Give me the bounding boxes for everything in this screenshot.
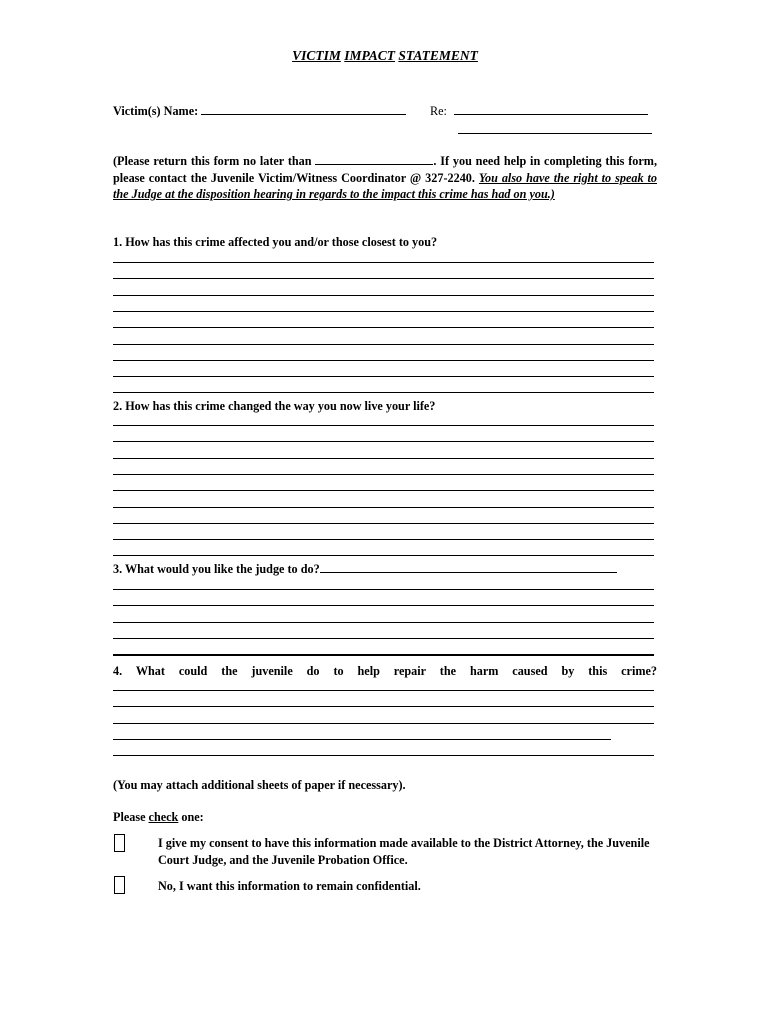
answer-line[interactable] bbox=[113, 638, 654, 639]
victim-name-label: Victim(s) Name: bbox=[113, 104, 199, 118]
re-label: Re: bbox=[430, 104, 447, 118]
form-title bbox=[0, 48, 770, 64]
answer-line[interactable] bbox=[113, 589, 654, 590]
question-3-inline-field[interactable] bbox=[320, 562, 617, 573]
answer-line[interactable] bbox=[113, 723, 654, 724]
re-row bbox=[430, 104, 648, 119]
check-prefix: Please bbox=[113, 810, 149, 824]
title-word-victim: VICTIM bbox=[292, 48, 341, 63]
answer-line[interactable] bbox=[113, 441, 654, 442]
answer-line[interactable] bbox=[113, 360, 654, 361]
question-3 bbox=[113, 562, 657, 577]
answer-line[interactable] bbox=[113, 295, 654, 296]
answer-line[interactable] bbox=[113, 327, 654, 328]
answer-line[interactable] bbox=[113, 523, 654, 524]
question-2: 2. How has this crime changed the way you now live your life? bbox=[113, 399, 436, 413]
instructions-part2: . If you need help in completing this form, please contact the Juvenile Victim/Witness Coordinator @ 327-2240. bbox=[113, 154, 657, 185]
answer-line[interactable] bbox=[113, 622, 654, 623]
answer-line[interactable] bbox=[113, 262, 654, 263]
answer-line[interactable] bbox=[113, 376, 654, 377]
re-field-1[interactable] bbox=[454, 104, 648, 115]
attach-note: (You may attach additional sheets of paper if necessary). bbox=[113, 778, 406, 792]
victim-name-row bbox=[113, 104, 406, 119]
return-date-field[interactable] bbox=[315, 154, 433, 165]
answer-line[interactable] bbox=[113, 474, 654, 475]
answer-line[interactable] bbox=[113, 392, 654, 393]
answer-line[interactable] bbox=[113, 605, 654, 606]
answer-line[interactable] bbox=[113, 344, 654, 345]
answer-line[interactable] bbox=[113, 655, 654, 656]
answer-line[interactable] bbox=[113, 539, 654, 540]
answer-line[interactable] bbox=[113, 507, 654, 508]
answer-line[interactable] bbox=[113, 278, 654, 279]
instructions-part1: (Please return this form no later than bbox=[113, 154, 316, 168]
instructions-emphasis: You also have the right to speak to the Judge at the disposition hearing in regards to the impact this crime has had on you.) bbox=[113, 170, 657, 201]
consent-checkbox[interactable] bbox=[114, 834, 125, 852]
title-word-statement: STATEMENT bbox=[398, 48, 478, 63]
confidential-checkbox[interactable] bbox=[114, 876, 125, 894]
answer-line[interactable] bbox=[113, 311, 654, 312]
answer-line[interactable] bbox=[113, 555, 654, 556]
victim-name-field[interactable] bbox=[201, 104, 406, 115]
re-field-2[interactable] bbox=[458, 133, 652, 134]
question-3-label: 3. What would you like the judge to do? bbox=[113, 562, 320, 576]
question-4: 4. What could the juvenile do to help repair the harm caused by this crime? bbox=[113, 664, 657, 678]
question-1: 1. How has this crime affected you and/or those closest to you? bbox=[113, 235, 438, 249]
answer-line[interactable] bbox=[113, 690, 654, 691]
answer-line[interactable] bbox=[113, 739, 611, 740]
answer-line[interactable] bbox=[113, 706, 654, 707]
check-word: check bbox=[148, 810, 179, 824]
answer-line[interactable] bbox=[113, 458, 654, 459]
consent-option-label: I give my consent to have this information made available to the District Attorney, the Juvenile Court Judge, and the Juvenile Probation Office. bbox=[158, 836, 650, 867]
answer-line[interactable] bbox=[113, 490, 654, 491]
answer-line[interactable] bbox=[113, 425, 654, 426]
check-suffix: one: bbox=[178, 810, 204, 824]
instructions bbox=[113, 153, 657, 203]
title-word-impact: IMPACT bbox=[344, 48, 395, 63]
confidential-option-label: No, I want this information to remain confidential. bbox=[158, 879, 421, 893]
check-one-instruction bbox=[113, 810, 204, 825]
answer-line[interactable] bbox=[113, 755, 654, 756]
